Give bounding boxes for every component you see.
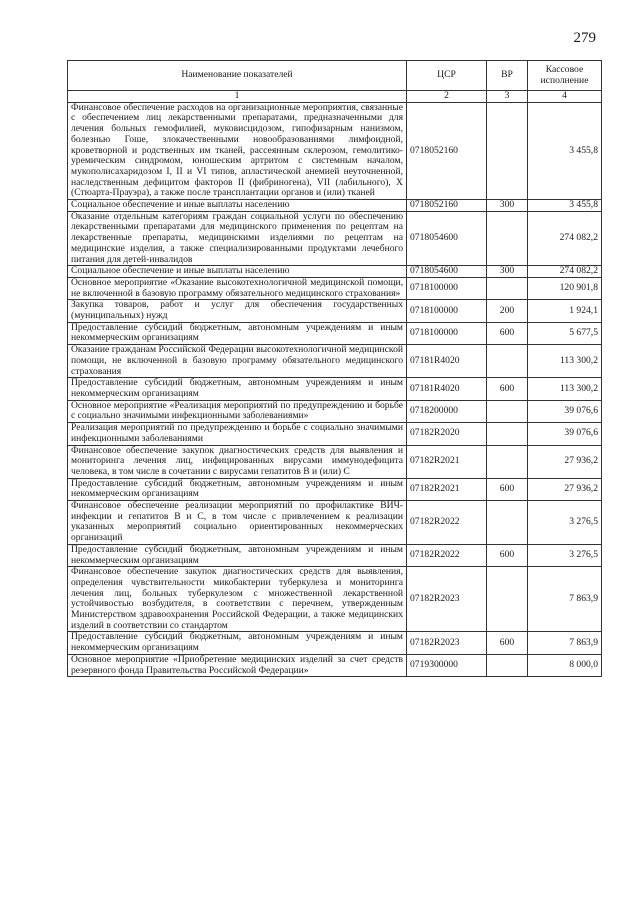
- row-csr: 0718054600: [407, 211, 487, 266]
- row-amount: 39 076,6: [528, 423, 602, 445]
- row-vr: 200: [487, 300, 528, 322]
- table-row: [68, 345, 602, 378]
- row-csr: 0718052160: [407, 102, 487, 199]
- row-amount: 274 082,2: [528, 211, 602, 266]
- row-vr: [487, 277, 528, 299]
- row-vr: 300: [487, 266, 528, 278]
- row-name: Финансовое обеспечение расходов на организационные мероприятия, связанные с обеспечением лиц лекарственными препаратами, предназначенными для лечения больных гемофилией, муковисцидозом, гипофизарным нанизмом, болезнью Гоше, злокачественными новообразованиями лимфоидной, кроветворной и родственных им тканей, рассеянным склерозом, гемолитико-уремическим синдромом, юношеским артритом с системным началом, мукополисахаридозом I, II и VI типов, апластической анемией неуточненной, наследственным дефицитом факторов II (фибриногена), VII (лабильного), X (Стюарта-Прауэра), а также после трансплантации органов и (или) тканей: [68, 102, 407, 199]
- row-name: Предоставление субсидий бюджетным, автономным учреждениям и иным некоммерческим организациям: [68, 322, 407, 344]
- table-row: [68, 544, 602, 566]
- header-csr: ЦСР: [407, 61, 487, 91]
- row-vr: [487, 400, 528, 422]
- row-vr: 600: [487, 378, 528, 400]
- row-amount: 3 455,8: [528, 200, 602, 212]
- row-vr: 300: [487, 200, 528, 212]
- row-amount: 27 936,2: [528, 478, 602, 500]
- row-name: Закупка товаров, работ и услуг для обеспечения государственных (муниципальных) нужд: [68, 300, 407, 322]
- row-vr: [487, 501, 528, 545]
- table-row: [68, 501, 602, 545]
- row-amount: 8 000,0: [528, 654, 602, 676]
- row-vr: 600: [487, 544, 528, 566]
- header-name: Наименование показателей: [68, 61, 407, 91]
- row-name: Основное мероприятие «Оказание высокотехнологичной медицинской помощи, не включенной в базовую программу обязательного медицинского страхования»: [68, 277, 407, 299]
- row-name: Оказание отдельным категориям граждан социальной услуги по обеспечению лекарственными препаратами для медицинского применения по рецептам на лекарственные препараты, медицинскими изделиями по рецептам на медицинские изделия, а также специализированными продуктами лечебного питания для детей-инвалидов: [68, 211, 407, 266]
- row-amount: 7 863,9: [528, 567, 602, 632]
- row-vr: [487, 445, 528, 478]
- table-row: [68, 266, 602, 278]
- table-row: [68, 654, 602, 676]
- row-csr: 0718100000: [407, 300, 487, 322]
- row-csr: 07182R2022: [407, 501, 487, 545]
- row-amount: 3 276,5: [528, 544, 602, 566]
- row-vr: [487, 567, 528, 632]
- row-name: Оказание гражданам Российской Федерации высокотехнологичной медицинской помощи, не включенной в базовую программу обязательного медицинского страхования: [68, 345, 407, 378]
- row-vr: [487, 345, 528, 378]
- row-name: Предоставление субсидий бюджетным, автономным учреждениям и иным некоммерческим организациям: [68, 544, 407, 566]
- row-csr: 0718200000: [407, 400, 487, 422]
- table-row: [68, 567, 602, 632]
- column-number: 4: [528, 91, 602, 103]
- table-row: [68, 400, 602, 422]
- budget-table: [67, 60, 602, 677]
- row-csr: 07182R2022: [407, 544, 487, 566]
- row-csr: 07182R2023: [407, 567, 487, 632]
- row-vr: 600: [487, 478, 528, 500]
- row-name: Финансовое обеспечение реализации мероприятий по профилактике ВИЧ-инфекции и гепатитов B и C, в том числе с привлечением к реализации указанных мероприятий социально ориентированных некоммерческих организаций: [68, 501, 407, 545]
- row-name: Предоставление субсидий бюджетным, автономным учреждениям и иным некоммерческим организациям: [68, 632, 407, 654]
- header-vr: ВР: [487, 61, 528, 91]
- row-amount: 113 300,2: [528, 345, 602, 378]
- row-vr: [487, 102, 528, 199]
- row-amount: 3 276,5: [528, 501, 602, 545]
- column-number-row: [68, 91, 602, 103]
- table-row: [68, 277, 602, 299]
- table-row: [68, 200, 602, 212]
- table-row: [68, 300, 602, 322]
- row-csr: 07182R2021: [407, 478, 487, 500]
- table-row: [68, 478, 602, 500]
- row-name: Социальное обеспечение и иные выплаты населению: [68, 266, 407, 278]
- row-name: Предоставление субсидий бюджетным, автономным учреждениям и иным некоммерческим организациям: [68, 378, 407, 400]
- table-row: [68, 423, 602, 445]
- row-amount: 27 936,2: [528, 445, 602, 478]
- row-vr: [487, 423, 528, 445]
- row-amount: 1 924,1: [528, 300, 602, 322]
- row-csr: 0718052160: [407, 200, 487, 212]
- column-number: 3: [487, 91, 528, 103]
- column-number: 2: [407, 91, 487, 103]
- row-amount: 39 076,6: [528, 400, 602, 422]
- row-name: Финансовое обеспечение закупок диагностических средств для выявления и мониторинга лечения лиц, инфицированных вирусами иммунодефицита человека, в том числе в сочетании с вирусами гепатитов B и (или) C: [68, 445, 407, 478]
- row-csr: 07182R2023: [407, 632, 487, 654]
- header-amount: Кассовое исполнение: [528, 61, 602, 91]
- table-row: [68, 102, 602, 199]
- table-row: [68, 378, 602, 400]
- row-vr: [487, 654, 528, 676]
- row-name: Основное мероприятие «Приобретение медицинских изделий за счет средств резервного фонда Правительства Российской Федерации»: [68, 654, 407, 676]
- row-name: Финансовое обеспечение закупок диагностических средств для выявления, определения чувствительности микобактерии туберкулеза и мониторинга лечения лиц, больных туберкулезом с множественной лекарственной устойчивостью возбудителя, в соответствии с перечнем, утвержденным Министерством здравоохранения Российской Федерации, а также медицинских изделий в соответствии со стандартом: [68, 567, 407, 632]
- row-amount: 120 901,8: [528, 277, 602, 299]
- table-header-row: [68, 61, 602, 91]
- row-amount: 5 677,5: [528, 322, 602, 344]
- row-name: Предоставление субсидий бюджетным, автономным учреждениям и иным некоммерческим организациям: [68, 478, 407, 500]
- row-name: Основное мероприятие «Реализация мероприятий по предупреждению и борьбе с социально значимыми инфекционными заболеваниями»: [68, 400, 407, 422]
- row-csr: 0719300000: [407, 654, 487, 676]
- row-csr: 07181R4020: [407, 378, 487, 400]
- row-amount: 113 300,2: [528, 378, 602, 400]
- row-csr: 07182R2021: [407, 445, 487, 478]
- row-name: Социальное обеспечение и иные выплаты населению: [68, 200, 407, 212]
- row-amount: 3 455,8: [528, 102, 602, 199]
- row-vr: 600: [487, 632, 528, 654]
- table-row: [68, 445, 602, 478]
- page-number: 279: [573, 30, 596, 46]
- table-row: [68, 322, 602, 344]
- row-name: Реализация мероприятий по предупреждению и борьбе с социально значимыми инфекционными заболеваниями: [68, 423, 407, 445]
- table-row: [68, 632, 602, 654]
- row-vr: 600: [487, 322, 528, 344]
- row-csr: 07181R4020: [407, 345, 487, 378]
- column-number: 1: [68, 91, 407, 103]
- row-csr: 0718100000: [407, 277, 487, 299]
- row-amount: 274 082,2: [528, 266, 602, 278]
- row-csr: 0718100000: [407, 322, 487, 344]
- row-csr: 0718054600: [407, 266, 487, 278]
- table-row: [68, 211, 602, 266]
- row-amount: 7 863,9: [528, 632, 602, 654]
- row-csr: 07182R2020: [407, 423, 487, 445]
- row-vr: [487, 211, 528, 266]
